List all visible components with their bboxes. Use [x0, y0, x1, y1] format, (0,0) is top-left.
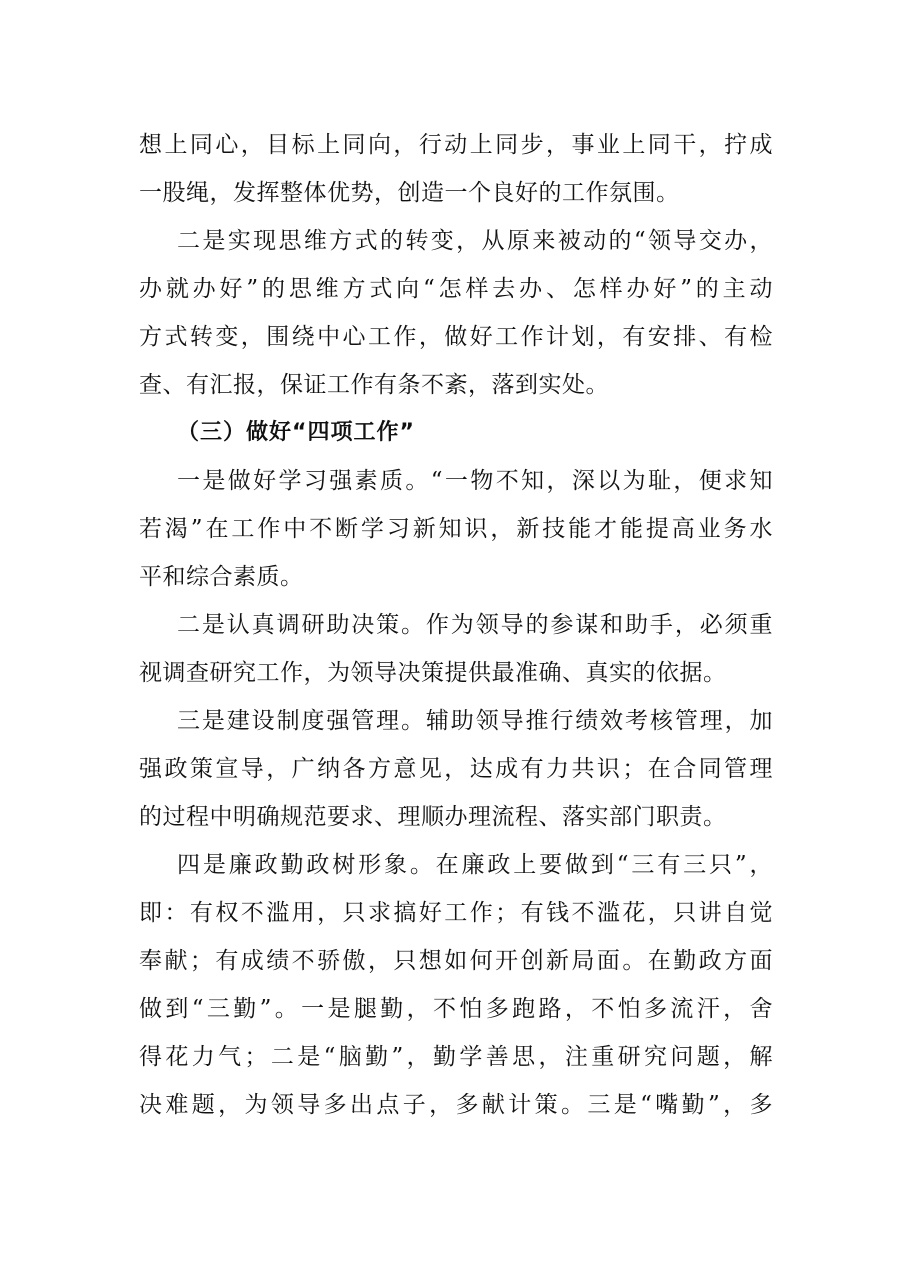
text-line: 方式转变，围绕中心工作，做好工作计划，有安排、有检 — [139, 324, 773, 350]
text-line: 二是认真调研助决策。作为领导的参谋和助手，必须重 — [177, 612, 773, 638]
paragraph-management — [139, 697, 773, 841]
text-line: 即：有权不滥用，只求搞好工作；有钱不滥花，只讲自觉 — [139, 900, 773, 926]
text-line: 一股绳，发挥整体优势，创造一个良好的工作氛围。 — [139, 180, 680, 206]
paragraph-study — [139, 457, 773, 601]
text-line: 三是建设制度强管理。辅助领导推行绩效考核管理，加 — [177, 708, 773, 734]
paragraph-thinking-mode — [139, 217, 773, 409]
text-line: 视调查研究工作，为领导决策提供最准确、真实的依据。 — [139, 660, 727, 686]
text-line: 办就办好”的思维方式向“怎样去办、怎样办好”的主动 — [139, 276, 773, 302]
paragraph-research — [139, 601, 773, 697]
text-line: 奉献；有成绩不骄傲，只想如何开创新局面。在勤政方面 — [139, 948, 773, 974]
document-body — [139, 121, 773, 1129]
section-heading: （三）做好“四项工作” — [177, 420, 415, 445]
text-line: 决难题，为领导多出点子，多献计策。三是“嘴勤”，多 — [139, 1092, 773, 1118]
text-line: 想上同心，目标上同向，行动上同步，事业上同干，拧成 — [139, 132, 773, 158]
text-line: 强政策宣导，广纳各方意见，达成有力共识；在合同管理 — [139, 756, 773, 782]
text-line: 一是做好学习强素质。“一物不知，深以为耻，便求知 — [177, 468, 773, 494]
text-line: 的过程中明确规范要求、理顺办理流程、落实部门职责。 — [139, 804, 727, 830]
paragraph-continuation — [139, 121, 773, 217]
text-line: 二是实现思维方式的转变，从原来被动的“领导交办， — [177, 228, 773, 254]
text-line: 查、有汇报，保证工作有条不紊，落到实处。 — [139, 372, 609, 398]
text-line: 得花力气；二是“脑勤”，勤学善思，注重研究问题，解 — [139, 1044, 773, 1070]
paragraph-integrity — [139, 841, 773, 1129]
text-line: 平和综合素质。 — [139, 564, 304, 590]
text-line: 四是廉政勤政树形象。在廉政上要做到“三有三只”， — [177, 852, 773, 878]
text-line: 若渴”在工作中不断学习新知识，新技能才能提高业务水 — [139, 516, 773, 542]
text-line: 做到“三勤”。一是腿勤，不怕多跑路，不怕多流汗，舍 — [139, 996, 773, 1022]
